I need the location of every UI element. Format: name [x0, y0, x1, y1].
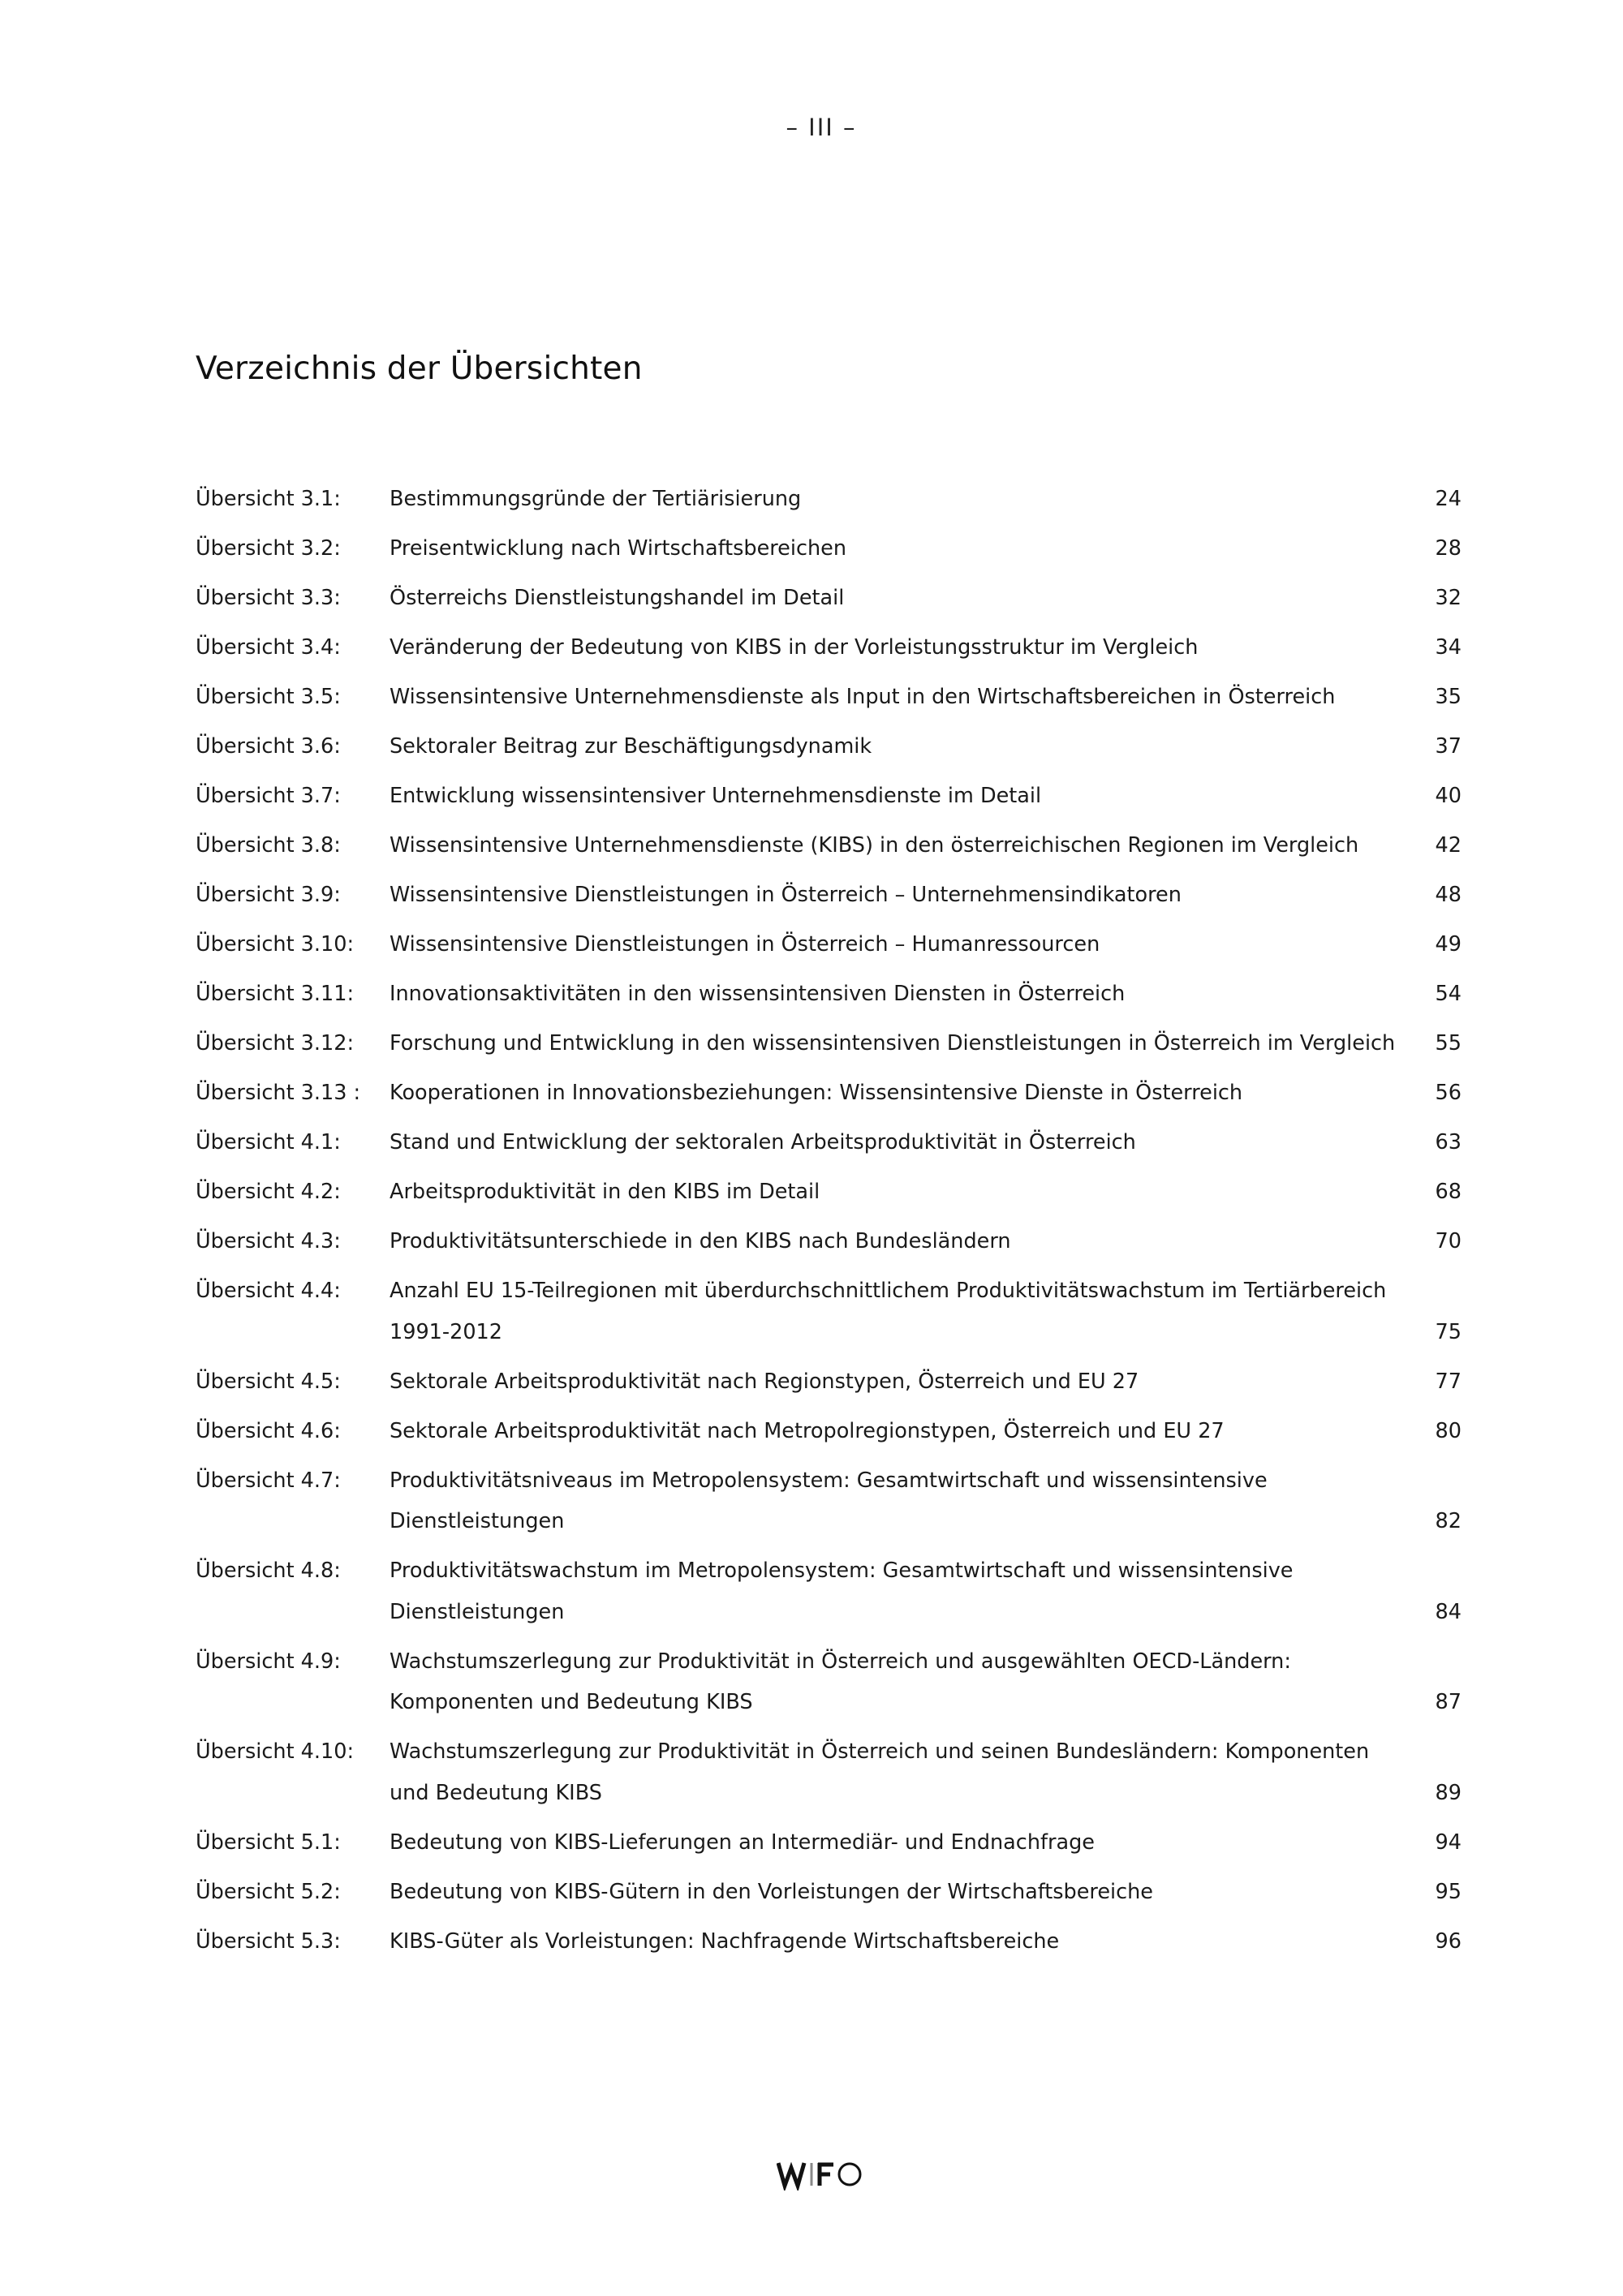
toc-entry: [196, 1460, 1462, 1542]
toc-entry-label: Übersicht 4.2:: [196, 1180, 341, 1204]
toc-entry-page: 55: [1435, 1031, 1462, 1056]
toc-entry-label: Übersicht 3.13 :: [196, 1081, 361, 1105]
toc-entry-title: Veränderung der Bedeutung von KIBS in der Vorleistungsstruktur im Vergleich: [390, 635, 1199, 660]
toc-entry: [196, 974, 1462, 1015]
toc-entry-title: Sektorale Arbeitsproduktivität nach Regionstypen, Österreich und EU 27: [390, 1369, 1139, 1394]
toc-entry-title: Bestimmungsgründe der Tertiärisierung: [390, 487, 802, 511]
toc-entry-page: 35: [1435, 685, 1462, 709]
toc-entry: [196, 578, 1462, 619]
toc-entry-title: Produktivitätswachstum im Metropolensystem: Gesamtwirtschaft und wissensintensive Dienstleistungen: [390, 1559, 1294, 1624]
toc-entry-page: 37: [1435, 734, 1462, 759]
toc-entry-label: Übersicht 3.2:: [196, 536, 341, 561]
toc-entry-title: Wissensintensive Unternehmensdienste als Input in den Wirtschaftsbereichen in Österreich: [390, 685, 1336, 709]
toc-entry: [196, 1822, 1462, 1864]
toc-entry-label: Übersicht 4.9:: [196, 1649, 341, 1674]
toc-entry: [196, 1872, 1462, 1913]
toc-entry-page: 80: [1435, 1418, 1462, 1443]
toc-entry-label: Übersicht 3.4:: [196, 635, 341, 660]
toc-entry-title: Forschung und Entwicklung in den wissensintensiven Dienstleistungen in Österreich im Vergleich: [390, 1031, 1396, 1056]
toc-entry-title: Kooperationen in Innovationsbeziehungen: Wissensintensive Dienste in Österreich: [390, 1081, 1243, 1105]
toc-entry-title: Sektoraler Beitrag zur Beschäftigungsdynamik: [390, 734, 872, 759]
toc-entry-title: Wissensintensive Unternehmensdienste (KIBS) in den österreichischen Regionen im Vergleich: [390, 833, 1359, 858]
toc-entry-title: Wachstumszerlegung zur Produktivität in Österreich und ausgewählten OECD-Ländern: Komponenten und Bedeutung KIBS: [390, 1649, 1291, 1714]
toc-entry-label: Übersicht 3.7:: [196, 784, 341, 808]
toc-entry: [196, 875, 1462, 916]
toc-entry-label: Übersicht 3.5:: [196, 685, 341, 709]
toc-entry-title: Sektorale Arbeitsproduktivität nach Metropolregionstypen, Österreich und EU 27: [390, 1418, 1225, 1443]
toc-entry-page: 49: [1435, 932, 1462, 957]
toc-entry-page: 40: [1435, 784, 1462, 808]
table-of-contents: [196, 479, 1462, 1971]
toc-entry-label: Übersicht 4.4:: [196, 1279, 341, 1303]
wifo-logo: [0, 2158, 1623, 2194]
toc-entry: [196, 1921, 1462, 1963]
toc-entry: [196, 627, 1462, 669]
toc-entry-label: Übersicht 3.1:: [196, 487, 341, 511]
wifo-logo-icon: [777, 2158, 866, 2191]
toc-entry-page: 24: [1435, 487, 1462, 511]
toc-entry-page: 48: [1435, 883, 1462, 907]
toc-entry-label: Übersicht 4.7:: [196, 1468, 341, 1493]
toc-entry: [196, 726, 1462, 767]
page-title: Verzeichnis der Übersichten: [196, 350, 643, 387]
toc-entry: [196, 1550, 1462, 1632]
toc-entry-label: Übersicht 4.1:: [196, 1130, 341, 1154]
toc-entry: [196, 1641, 1462, 1723]
toc-entry-label: Übersicht 5.2:: [196, 1879, 341, 1904]
toc-entry: [196, 528, 1462, 570]
toc-entry-title: Arbeitsproduktivität in den KIBS im Detail: [390, 1180, 820, 1204]
toc-entry-page: 96: [1435, 1928, 1462, 1954]
toc-entry-label: Übersicht 4.3:: [196, 1229, 341, 1253]
page-number: – III –: [786, 114, 857, 141]
toc-entry-title: Bedeutung von KIBS-Lieferungen an Intermediär- und Endnachfrage: [390, 1829, 1095, 1855]
toc-entry-title: KIBS-Güter als Vorleistungen: Nachfragende Wirtschaftsbereiche: [390, 1928, 1060, 1954]
toc-entry-page: 42: [1435, 833, 1462, 858]
toc-entry-label: Übersicht 4.10:: [196, 1739, 355, 1764]
toc-entry: [196, 1271, 1462, 1352]
toc-entry-label: Übersicht 4.8:: [196, 1559, 341, 1583]
toc-entry-page: 77: [1435, 1369, 1462, 1394]
toc-entry-page: 84: [1435, 1599, 1462, 1624]
toc-entry-label: Übersicht 3.3:: [196, 586, 341, 610]
toc-entry-title: Wachstumszerlegung zur Produktivität in Österreich und seinen Bundesländern: Komponenten und Bedeutung KIBS: [390, 1739, 1370, 1805]
toc-entry: [196, 1122, 1462, 1163]
toc-entry-page: 54: [1435, 982, 1462, 1006]
toc-entry-page: 75: [1435, 1319, 1462, 1344]
toc-entry: [196, 1172, 1462, 1213]
toc-entry-title: Anzahl EU 15-Teilregionen mit überdurchschnittlichem Produktivitätswachstum im Tertiärbereich 1991-2012: [390, 1279, 1387, 1344]
toc-entry: [196, 825, 1462, 866]
toc-entry-title: Bedeutung von KIBS-Gütern in den Vorleistungen der Wirtschaftsbereiche: [390, 1879, 1153, 1904]
toc-entry: [196, 677, 1462, 718]
toc-entry-page: 28: [1435, 536, 1462, 561]
toc-entry-title: Entwicklung wissensintensiver Unternehmensdienste im Detail: [390, 784, 1042, 808]
toc-entry-page: 56: [1435, 1081, 1462, 1105]
toc-entry-label: Übersicht 3.8:: [196, 833, 341, 858]
toc-entry-label: Übersicht 5.3:: [196, 1928, 341, 1954]
toc-entry-label: Übersicht 3.6:: [196, 734, 341, 759]
toc-entry-title: Preisentwicklung nach Wirtschaftsbereichen: [390, 536, 846, 561]
toc-entry-page: 34: [1435, 635, 1462, 660]
toc-entry-page: 82: [1435, 1509, 1462, 1533]
toc-entry-page: 70: [1435, 1229, 1462, 1253]
toc-entry: [196, 924, 1462, 965]
toc-entry: [196, 1073, 1462, 1114]
toc-entry-title: Wissensintensive Dienstleistungen in Österreich – Unternehmensindikatoren: [390, 883, 1182, 907]
toc-entry-title: Stand und Entwicklung der sektoralen Arbeitsproduktivität in Österreich: [390, 1130, 1136, 1154]
toc-entry: [196, 1361, 1462, 1403]
toc-entry-label: Übersicht 4.5:: [196, 1369, 341, 1394]
toc-entry-title: Innovationsaktivitäten in den wissensintensiven Diensten in Österreich: [390, 982, 1126, 1006]
toc-entry: [196, 479, 1462, 520]
toc-entry-label: Übersicht 3.10:: [196, 932, 355, 957]
toc-entry-page: 68: [1435, 1180, 1462, 1204]
toc-entry-page: 32: [1435, 586, 1462, 610]
toc-entry-page: 63: [1435, 1130, 1462, 1154]
toc-entry-page: 95: [1435, 1879, 1462, 1904]
toc-entry: [196, 776, 1462, 817]
toc-entry: [196, 1023, 1462, 1064]
toc-entry: [196, 1731, 1462, 1813]
toc-entry-label: Übersicht 3.12:: [196, 1031, 355, 1056]
toc-entry-label: Übersicht 4.6:: [196, 1418, 341, 1443]
toc-entry-page: 89: [1435, 1780, 1462, 1805]
toc-entry-title: Produktivitätsniveaus im Metropolensystem: Gesamtwirtschaft und wissensintensive Dienstleistungen: [390, 1468, 1268, 1533]
toc-entry: [196, 1411, 1462, 1452]
toc-entry-title: Produktivitätsunterschiede in den KIBS nach Bundesländern: [390, 1229, 1011, 1253]
toc-entry-label: Übersicht 3.11:: [196, 982, 355, 1006]
toc-entry-label: Übersicht 3.9:: [196, 883, 341, 907]
toc-entry-page: 87: [1435, 1690, 1462, 1714]
toc-entry-page: 94: [1435, 1829, 1462, 1855]
toc-entry: [196, 1221, 1462, 1262]
toc-entry-title: Österreichs Dienstleistungshandel im Detail: [390, 586, 845, 610]
toc-entry-title: Wissensintensive Dienstleistungen in Österreich – Humanressourcen: [390, 932, 1100, 957]
toc-entry-label: Übersicht 5.1:: [196, 1829, 341, 1855]
